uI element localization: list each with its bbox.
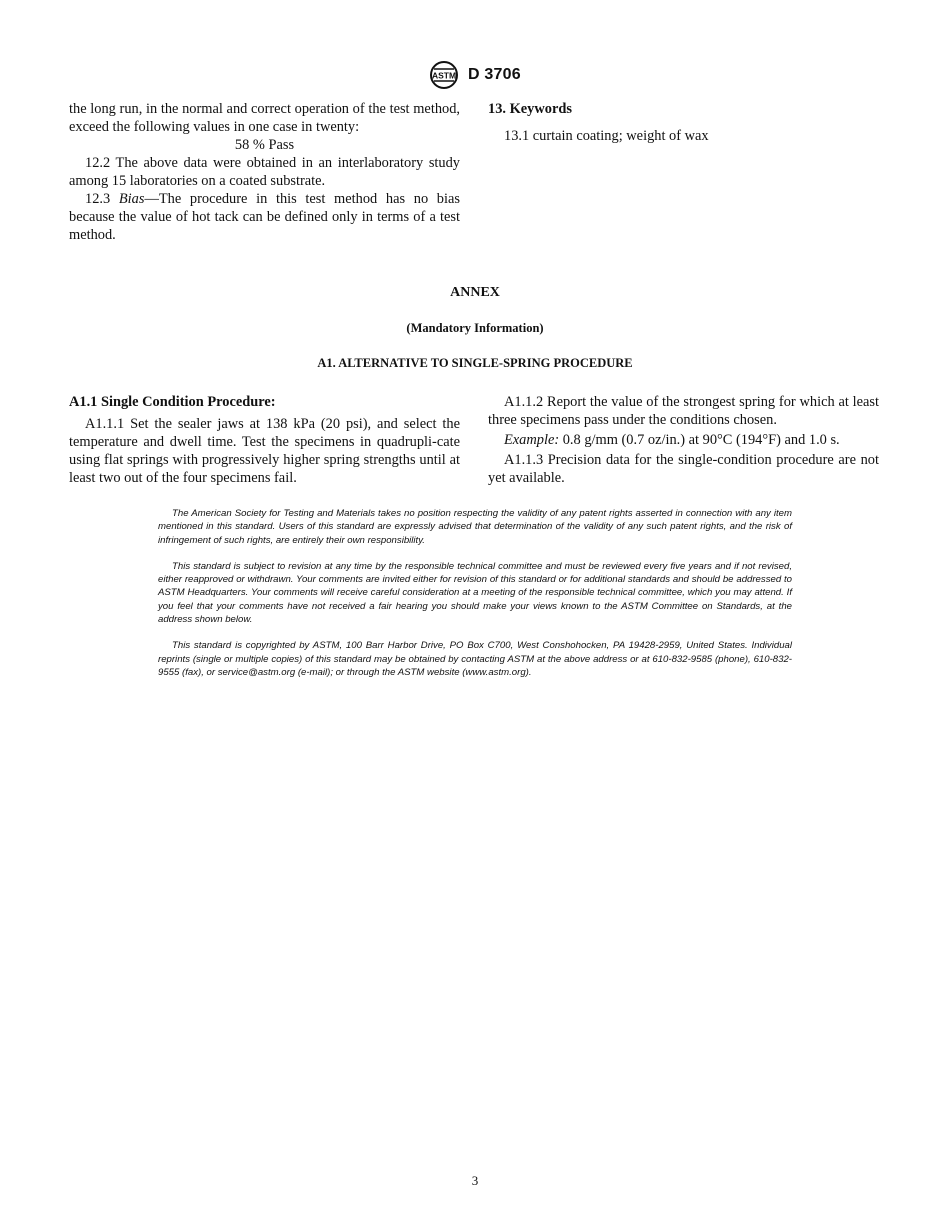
page-header [0, 60, 950, 90]
footer-notices [158, 507, 792, 679]
annex-left-column [69, 393, 460, 487]
a1-1-heading: A1.1 Single Condition Procedure: [69, 394, 276, 410]
bias-term: Bias [118, 191, 145, 207]
example-paragraph [488, 431, 879, 449]
patent-notice: The American Society for Testing and Materials takes no position respecting the validity of any patent rights asserted in connection with any item mentioned in this standard. Users of this standard are expressly advised that determination of the validity of any such patent rights, and the risk of infringement of such rights, are entirely their own responsibility. [158, 508, 792, 546]
paragraph-12-2: 12.2 The above data were obtained in an interlaboratory study among 15 laboratories on a coated substrate. [69, 155, 460, 189]
annex-title: ANNEX [450, 285, 500, 300]
paragraph-12-3 [69, 190, 460, 244]
paragraph-a1-1-3: A1.1.3 Precision data for the single-condition procedure are not yet available. [488, 452, 879, 486]
right-column [488, 100, 879, 145]
paragraph-a1-1-2: A1.1.2 Report the value of the strongest spring for which at least three specimens pass under the conditions chosen. [488, 394, 879, 428]
paragraph-number: 12.3 [85, 191, 111, 207]
example-text: 0.8 g/mm (0.7 oz/in.) at 90°C (194°F) and 1.0 s. [559, 432, 840, 448]
left-column [69, 100, 460, 244]
keywords-heading: 13. Keywords [488, 101, 572, 117]
astm-logo-icon [426, 60, 462, 90]
paragraph-a1-1-1: A1.1.1 Set the sealer jaws at 138 kPa (20 psi), and select the temperature and dwell time. Test the specimens in quadrupli-cate using flat springs with progressively higher spring strengths until at least two out of the four specimens fail. [69, 416, 460, 486]
annex-subtitle: (Mandatory Information) [406, 321, 544, 335]
logo-text: ASTM [431, 70, 457, 81]
revision-notice: This standard is subject to revision at any time by the responsible technical committee and must be reviewed every five years and if not revised, either reapproved or withdrawn. Your comments are invited either for revision of this standard or for additional standards and should be addressed to ASTM Headquarters. Your comments will receive careful consideration at a meeting of the responsible technical committee, which you may attend. If you feel that your comments have not received a fair hearing you should make your views known to the ASTM Committee on Standards, at the address shown below. [158, 560, 792, 626]
precision-value: 58 % Pass [234, 137, 295, 153]
keywords-paragraph: 13.1 curtain coating; weight of wax [504, 128, 709, 144]
copyright-notice: This standard is copyrighted by ASTM, 100 Barr Harbor Drive, PO Box C700, West Conshohocken, PA 19428-2959, United States. Individual reprints (single or multiple copies) of this standard may be obtained by contacting ASTM at the above address or at 610-832-9585 (phone), 610-832-9555 (fax), or service@astm.org (e-mail); or through the ASTM website (www.astm.org). [158, 640, 792, 678]
annex-right-column [488, 393, 879, 487]
page-number: 3 [471, 1173, 479, 1188]
annex-section-title: A1. ALTERNATIVE TO SINGLE-SPRING PROCEDURE [317, 356, 633, 370]
continued-paragraph: the long run, in the normal and correct operation of the test method, exceed the following values in one case in twenty: [69, 101, 460, 135]
example-label: Example: [504, 432, 560, 448]
standard-designation: D 3706 [468, 66, 521, 83]
bias-text: —The procedure in this test method has no bias because the value of hot tack can be defined only in terms of a test method. [69, 191, 460, 243]
